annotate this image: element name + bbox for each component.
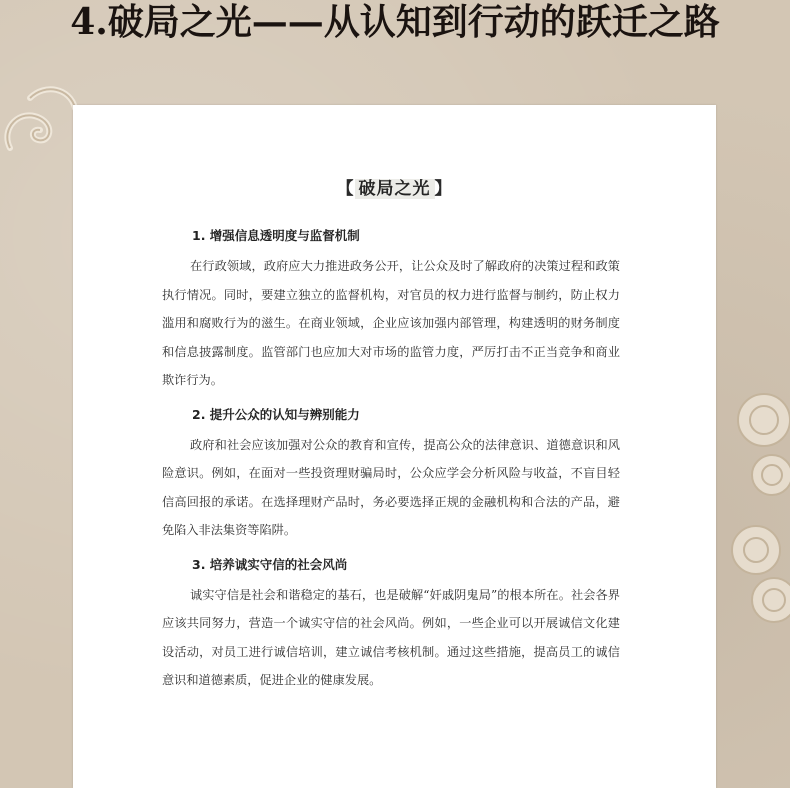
- paragraph-2: 政府和社会应该加强对公众的教育和宣传，提高公众的法律意识、道德意识和风险意识。例如，在面对一些投资理财骗局时，公众应学会分析风险与收益，不盲目轻信高回报的承诺。在选择理财产品时，务必要选择正规的金融机构和合法的产品，避免陷入非法集资等陷阱。: [162, 437, 620, 537]
- paragraph-1: 在行政领域，政府应大力推进政务公开，让公众及时了解政府的决策过程和政策执行情况。同时，要建立独立的监督机构，对官员的权力进行监督与制约，防止权力滥用和腐败行为的滋生。在商业领域，企业应该加强内部管理，构建透明的财务制度和信息披露制度。监管部门也应加大对市场的监管力度，严厉打击不正当竞争和商业欺诈行为。: [162, 259, 620, 387]
- heading-3: 3. 培养诚实守信的社会风尚: [192, 556, 348, 572]
- section-title: [73, 177, 716, 201]
- cloud-ornament-right-icon: [714, 380, 790, 640]
- document-card: [73, 105, 716, 788]
- bracket-left: 【: [336, 179, 355, 199]
- heading-1: 1. 增强信息透明度与监督机制: [192, 228, 360, 243]
- paragraph-3: 诚实守信是社会和谐稳定的基石，也是破解“奸戚阴鬼局”的根本所在。社会各界应该共同努力，营造一个诚实守信的社会风尚。例如，一些企业可以开展诚信文化建设活动，对员工进行诚信培训，建立诚信考核机制。通过这些措施，提高员工的诚信意识和道德素质，促进企业的健康发展。: [162, 587, 620, 687]
- bracket-right: 】: [434, 179, 453, 199]
- heading-2: 2. 提升公众的认知与辨别能力: [192, 406, 360, 422]
- cloud-ornament-left-icon: [0, 78, 80, 168]
- article-content: [162, 223, 620, 695]
- section-title-text: 破局之光: [355, 179, 435, 199]
- banner-title: 4.破局之光——从认知到行动的跃迁之路: [70, 1, 720, 43]
